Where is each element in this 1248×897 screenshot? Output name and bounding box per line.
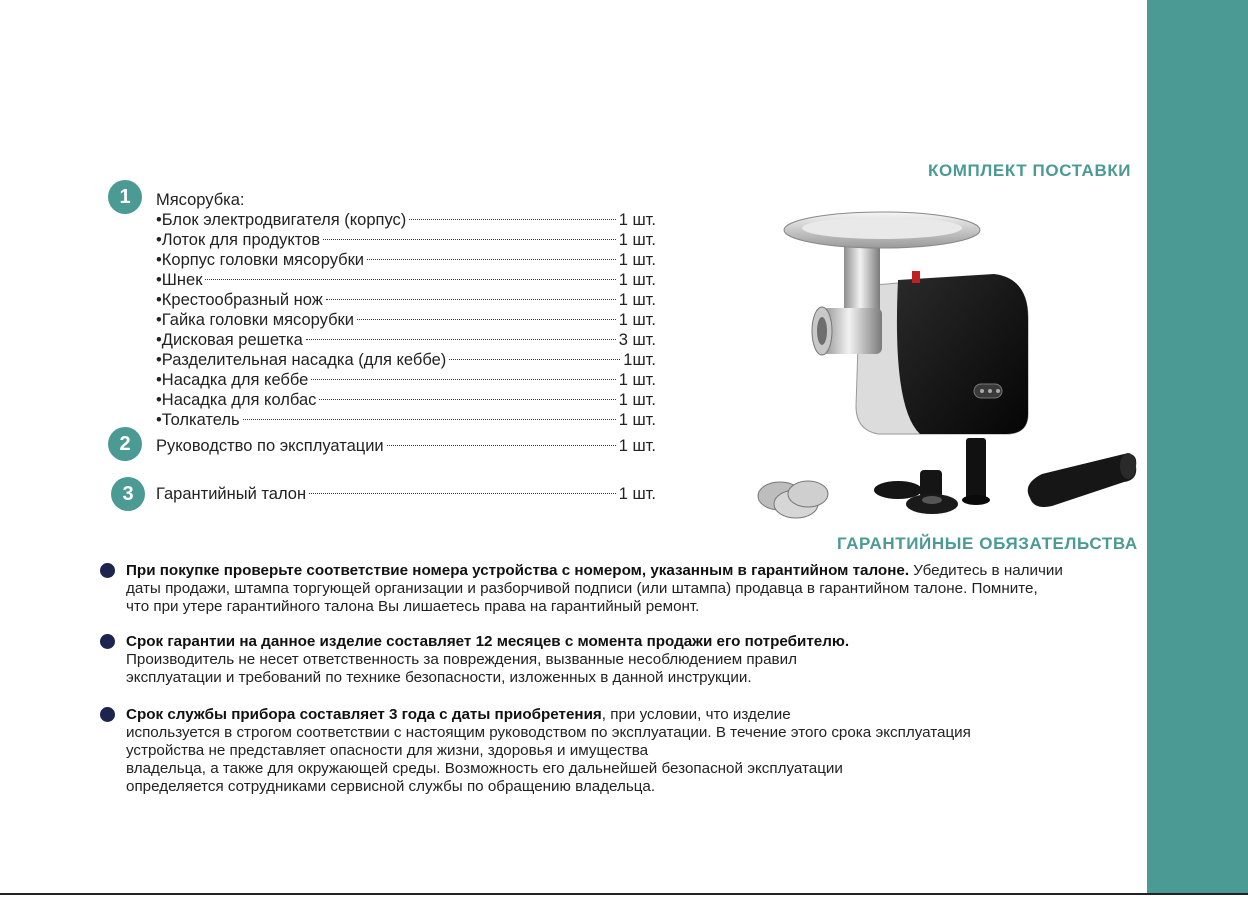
number-badge-1: 1	[108, 180, 142, 214]
number-badge-2: 2	[108, 427, 142, 461]
warranty-paragraph-3: Срок службы прибора составляет 3 года с даты приобретения, при условии, что изделие используется в строгом соответствии с настоящим руководством по эксплуатации. В течение этого срока эксплуатация устройства не представляет опасности для жизни, здоровья и имущества владельца, а также для окружающей среды. Возможность его дальнейшей безопасной эксплуатации определяется сотрудниками сервисной службы по обращению владельца.	[126, 706, 971, 795]
kit-item: •Гайка головки мясорубки 1 шт.	[156, 311, 656, 329]
kit-heading: КОМПЛЕКТ ПОСТАВКИ	[928, 161, 1132, 180]
kit-item: •Толкатель 1 шт.	[156, 411, 656, 429]
kit-item-warranty-card: Гарантийный талон 1 шт.	[156, 485, 656, 503]
bullet	[100, 707, 115, 722]
kit-item: •Шнек 1 шт.	[156, 271, 656, 289]
kit-item-manual: Руководство по эксплуатации 1 шт.	[156, 437, 656, 455]
warranty-heading: ГАРАНТИЙНЫЕ ОБЯЗАТЕЛЬСТВА	[837, 534, 1138, 553]
meat-grinder-image	[752, 208, 1144, 524]
kit-item: •Разделительная насадка (для кеббе) 1шт.	[156, 351, 656, 369]
kit-item: •Крестообразный нож 1 шт.	[156, 291, 656, 309]
kit-group1-title: Мясорубка:	[156, 191, 245, 209]
kit-item: •Дисковая решетка 3 шт.	[156, 331, 656, 349]
warranty-paragraph-2: Срок гарантии на данное изделие составляет 12 месяцев с момента продажи его потребителю. Производитель не несет ответственность за повреждения, вызванные несоблюдением правил эксплуатации и требований по технике безопасности, изложенных в данной инструкции.	[126, 633, 850, 686]
kit-item: •Лоток для продуктов 1 шт.	[156, 231, 656, 249]
bottom-divider	[0, 893, 1248, 895]
kit-item: •Блок электродвигателя (корпус) 1 шт.	[156, 211, 656, 229]
number-badge-3: 3	[111, 477, 145, 511]
kit-item: •Насадка для кеббе 1 шт.	[156, 371, 656, 389]
kit-item: •Насадка для колбас 1 шт.	[156, 391, 656, 409]
bullet	[100, 634, 115, 649]
side-color-band	[1147, 0, 1248, 893]
warranty-paragraph-1: При покупке проверьте соответствие номера устройства с номером, указанным в гарантийном талоне. Убедитесь в наличии даты продажи, штампа торгующей организации и разборчивой подписи (или штампа) продавца в гарантийном талоне. Помните, что при утере гарантийного талона Вы лишаетесь права на гарантийный ремонт.	[126, 562, 1063, 615]
bullet	[100, 563, 115, 578]
kit-item: •Корпус головки мясорубки 1 шт.	[156, 251, 656, 269]
